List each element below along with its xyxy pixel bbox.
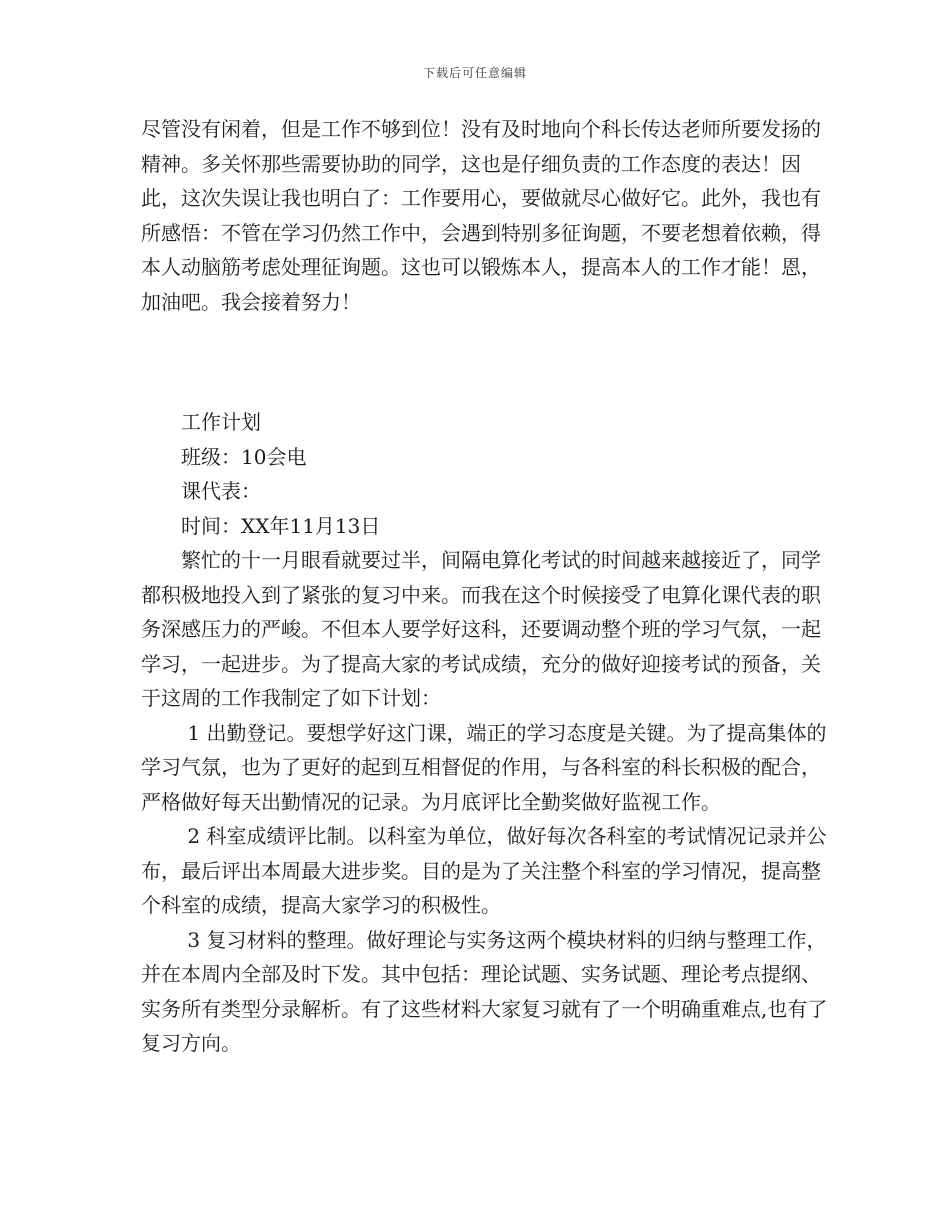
plan-intro-paragraph: 繁忙的十一月眼看就要过半，间隔电算化考试的时间越来越接近了，同学都积极地投入到了紧张的复习中来。而我在这个时候接受了电算化课代表的职务深感压力的严峻。不但本人要学好这科，还要调动整个班的学习气氛，一起学习，一起进步。为了提高大家的考试成绩，充分的做好迎接考试的预备，关于这周的工作我制定了如下计划： bbox=[141, 548, 821, 710]
representative-line: 课代表： bbox=[181, 479, 261, 503]
plan-title: 工作计划 bbox=[181, 410, 261, 434]
date-line: 时间：XX年11月13日 bbox=[181, 513, 381, 538]
intro-paragraph: 尽管没有闲着，但是工作不够到位！没有及时地向个科长传达老师所要发扬的精神。多关怀那些需要协助的同学，这也是仔细负责的工作态度的表达！因此，这次失误让我也明白了：工作要用心，要做就尽心做好它。此外，我也有所感悟：不管在学习仍然工作中，会遇到特别多征询题，不要老想着依赖，得本人动脑筋考虑处理征询题。这也可以锻炼本人，提高本人的工作才能！恩，加油吧。我会接着努力！ bbox=[141, 117, 821, 314]
class-line: 班级：10会电 bbox=[181, 444, 307, 469]
plan-item-2: 2 科室成绩评比制。以科室为单位，做好每次各科室的考试情况记录并公布，最后评出本周最大进步奖。目的是为了关注整个科室的学习情况，提高整个科室的成绩，提高大家学习的积极性。 bbox=[141, 824, 827, 917]
plan-item-1: 1 出勤登记。要想学好这门课，端正的学习态度是关键。为了提高集体的学习气氛，也为了更好的起到互相督促的作用，与各科室的科长积极的配合，严格做好每天出勤情况的记录。为月底评比全勤奖做好监视工作。 bbox=[141, 720, 827, 814]
section-spacer bbox=[141, 319, 831, 405]
header-note: 下载后可任意编辑 bbox=[422, 66, 527, 80]
plan-item-3: 3 复习材料的整理。做好理论与实务这两个模块材料的归纳与整理工作，并在本周内全部及时下发。其中包括：理论试题、实务试题、理论考点提纲、实务所有类型分录解析。有了这些材料大家复习就有了一个明确重难点,也有了复习方向。 bbox=[141, 927, 828, 1055]
document-body bbox=[141, 112, 831, 1061]
